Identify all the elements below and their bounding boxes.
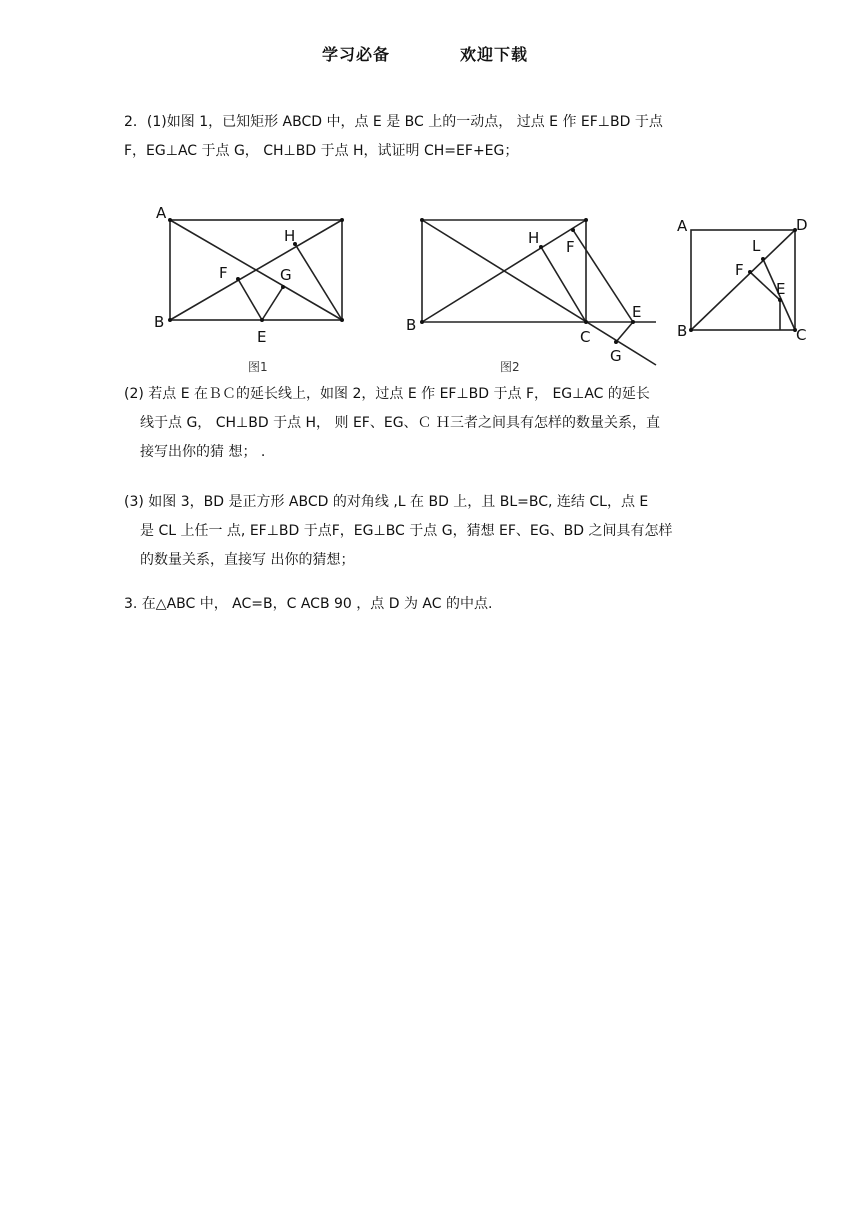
segment-ch xyxy=(295,244,342,320)
label-f: F xyxy=(566,238,575,256)
segment-eg xyxy=(262,287,283,320)
label-f: F xyxy=(735,261,744,279)
figure-3-diagram xyxy=(672,200,810,350)
label-b: B xyxy=(406,316,417,334)
label-a: A xyxy=(156,204,167,222)
segment-ef xyxy=(573,230,633,322)
header-left-text: 学习必备 xyxy=(322,45,391,64)
label-l: L xyxy=(752,237,761,255)
text-line: 线于点 G， CH⊥BD 于点 H， 则 EF、EG、Ｃ Ｈ三者之间具有怎样的数量关系，直 xyxy=(140,415,661,431)
figure-2-diagram xyxy=(400,200,662,378)
problem-2-part-1 xyxy=(124,108,744,166)
text-line: 3. 在△ABC 中， AC=B，C ACB 90 ，点 D 为 AC 的中点. xyxy=(124,596,493,612)
label-d: D xyxy=(796,216,808,234)
label-e: E xyxy=(632,303,642,321)
segment-ch xyxy=(541,247,586,322)
text-line: F，EG⊥AC 于点 G， CH⊥BD 于点 H，试证明 CH=EF+EG； xyxy=(124,143,519,159)
page-header xyxy=(0,42,860,66)
label-c: C xyxy=(580,328,591,346)
figure-1-caption: 图1 xyxy=(248,360,268,374)
text-line: 是 CL 上任一 点, EF⊥BD 于点F，EG⊥BC 于点 G，猜想 EF、EG、BD 之间具有怎样 xyxy=(140,523,673,539)
label-c: C xyxy=(796,326,807,344)
label-b: B xyxy=(677,322,688,340)
problem-2-part-3 xyxy=(124,488,744,575)
text-line: 接写出你的猜 想； . xyxy=(140,444,266,460)
problem-3 xyxy=(124,590,744,619)
segment-ef xyxy=(238,279,262,320)
text-line: 2．(1)如图 1，已知矩形 ABCD 中，点 E 是 BC 上的一动点， 过点 E 作 EF⊥BD 于点 xyxy=(124,114,663,130)
label-e: E xyxy=(776,280,786,298)
label-e: E xyxy=(257,328,267,346)
figure-1-diagram xyxy=(150,200,360,378)
problem-2-part-2 xyxy=(124,380,744,467)
text-line: (3) 如图 3，BD 是正方形 ABCD 的对角线 ,L 在 BD 上，且 BL=BC, 连结 CL，点 E xyxy=(124,494,649,510)
text-line: (2) 若点 E 在ＢＣ的延长线上，如图 2，过点 E 作 EF⊥BD 于点 F， EG⊥AC 的延长 xyxy=(124,386,650,402)
label-g: G xyxy=(280,266,292,284)
label-h: H xyxy=(528,229,540,247)
label-b: B xyxy=(154,313,165,331)
header-right-text: 欢迎下载 xyxy=(460,45,529,64)
segment-eg xyxy=(616,322,633,342)
figure-2-caption: 图2 xyxy=(500,360,520,374)
label-a: A xyxy=(677,217,688,235)
label-g: G xyxy=(610,347,622,365)
label-h: H xyxy=(284,227,296,245)
text-line: 的数量关系，直接写 出你的猜想； xyxy=(140,552,355,568)
label-f: F xyxy=(219,264,228,282)
